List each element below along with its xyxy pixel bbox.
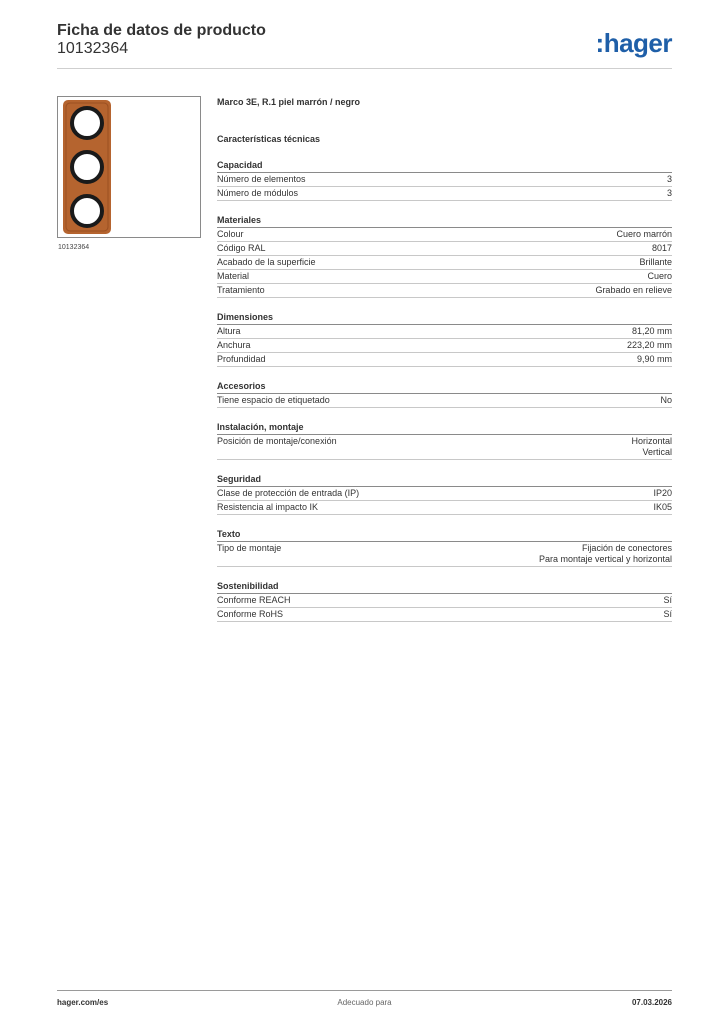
spec-row bbox=[217, 394, 672, 408]
section-title: Sostenibilidad bbox=[217, 580, 672, 594]
spec-value-line: 81,20 mm bbox=[631, 326, 672, 336]
spec-value bbox=[631, 436, 672, 458]
spec-section bbox=[217, 473, 672, 515]
page-header bbox=[57, 22, 672, 70]
footer-note: Adecuado para bbox=[337, 998, 392, 1007]
spec-value-line: 3 bbox=[666, 174, 672, 184]
spec-value bbox=[653, 502, 672, 513]
section-title: Texto bbox=[217, 528, 672, 542]
spec-label: Acabado de la superficie bbox=[217, 257, 316, 267]
frame-opening-3 bbox=[72, 196, 102, 226]
spec-section bbox=[217, 311, 672, 367]
spec-value-line: Vertical bbox=[642, 447, 672, 457]
header-divider bbox=[57, 68, 672, 69]
spec-value bbox=[667, 174, 672, 185]
spec-value-line: IP20 bbox=[653, 488, 672, 498]
spec-label: Conforme REACH bbox=[217, 595, 291, 605]
spec-section bbox=[217, 580, 672, 622]
spec-label: Tiene espacio de etiquetado bbox=[217, 395, 330, 405]
spec-value-line: 223,20 mm bbox=[626, 340, 672, 350]
spec-label: Altura bbox=[217, 326, 241, 336]
document-title: Ficha de datos de producto bbox=[57, 22, 266, 39]
spec-section bbox=[217, 421, 672, 460]
spec-section bbox=[217, 528, 672, 567]
section-title: Dimensiones bbox=[217, 311, 672, 325]
spec-row bbox=[217, 173, 672, 187]
spec-value bbox=[667, 188, 672, 199]
spec-value bbox=[632, 326, 672, 337]
section-title: Instalación, montaje bbox=[217, 421, 672, 435]
spec-row bbox=[217, 501, 672, 515]
spec-value-line: Brillante bbox=[639, 257, 672, 267]
section-title: Materiales bbox=[217, 214, 672, 228]
spec-row bbox=[217, 435, 672, 460]
spec-section bbox=[217, 214, 672, 298]
spec-value-line: 8017 bbox=[651, 243, 672, 253]
spec-row bbox=[217, 228, 672, 242]
spec-label: Posición de montaje/conexión bbox=[217, 436, 337, 446]
spec-label: Material bbox=[217, 271, 250, 281]
product-name: Marco 3E, R.1 piel marrón / negro bbox=[217, 97, 361, 107]
footer-divider bbox=[57, 990, 672, 991]
spec-row bbox=[217, 256, 672, 270]
spec-value-line: Fijación de conectores bbox=[581, 543, 672, 553]
spec-value-line: No bbox=[660, 395, 672, 405]
spec-value bbox=[539, 543, 672, 565]
spec-row bbox=[217, 608, 672, 622]
spec-value bbox=[647, 271, 672, 282]
product-details bbox=[217, 96, 672, 635]
spec-row bbox=[217, 353, 672, 367]
image-caption: 10132364 bbox=[58, 244, 90, 251]
spec-value bbox=[639, 257, 672, 268]
spec-row bbox=[217, 594, 672, 608]
spec-value bbox=[637, 354, 672, 365]
spec-row bbox=[217, 542, 672, 567]
spec-value-line: Para montaje vertical y horizontal bbox=[538, 554, 672, 564]
spec-label: Clase de protección de entrada (IP) bbox=[217, 488, 360, 498]
technical-characteristics-title: Características técnicas bbox=[217, 134, 321, 144]
spec-label: Código RAL bbox=[217, 243, 266, 253]
spec-value-line: 3 bbox=[666, 188, 672, 198]
spec-label: Conforme RoHS bbox=[217, 609, 284, 619]
spec-value-line: Horizontal bbox=[631, 436, 672, 446]
spec-row bbox=[217, 270, 672, 284]
spec-row bbox=[217, 187, 672, 201]
spec-value bbox=[652, 243, 672, 254]
spec-value bbox=[616, 229, 672, 240]
spec-label: Tipo de montaje bbox=[217, 543, 282, 553]
spec-row bbox=[217, 325, 672, 339]
spec-value-line: IK05 bbox=[653, 502, 672, 512]
section-title: Accesorios bbox=[217, 380, 672, 394]
spec-row bbox=[217, 284, 672, 298]
footer-website: hager.com/es bbox=[57, 998, 109, 1007]
spec-value-line: 9,90 mm bbox=[636, 354, 672, 364]
spec-section bbox=[217, 159, 672, 201]
frame-opening-2 bbox=[72, 152, 102, 182]
spec-value-line: Cuero bbox=[647, 271, 672, 281]
spec-value bbox=[663, 595, 672, 606]
spec-value-line: Sí bbox=[663, 609, 672, 619]
spec-label: Tratamiento bbox=[217, 285, 265, 295]
product-reference: 10132364 bbox=[57, 40, 129, 57]
spec-row bbox=[217, 339, 672, 353]
spec-sections bbox=[217, 159, 672, 622]
spec-value-line: Sí bbox=[663, 595, 672, 605]
section-title: Capacidad bbox=[217, 159, 672, 173]
spec-row bbox=[217, 487, 672, 501]
product-image bbox=[57, 96, 201, 238]
spec-section bbox=[217, 380, 672, 408]
spec-row bbox=[217, 242, 672, 256]
spec-label: Profundidad bbox=[217, 354, 266, 364]
frame-opening-1 bbox=[72, 108, 102, 138]
spec-value bbox=[663, 609, 672, 620]
product-frame-picture bbox=[58, 97, 200, 237]
page-footer bbox=[57, 998, 672, 1010]
spec-value bbox=[627, 340, 672, 351]
spec-label: Resistencia al impacto IK bbox=[217, 502, 319, 512]
spec-value bbox=[660, 395, 672, 406]
spec-label: Número de elementos bbox=[217, 174, 306, 184]
spec-label: Colour bbox=[217, 229, 244, 239]
spec-label: Número de módulos bbox=[217, 188, 299, 198]
spec-value bbox=[595, 285, 672, 296]
spec-value-line: Cuero marrón bbox=[616, 229, 672, 239]
spec-label: Anchura bbox=[217, 340, 251, 350]
section-title: Seguridad bbox=[217, 473, 672, 487]
spec-value-line: Grabado en relieve bbox=[595, 285, 672, 295]
footer-date: 07.03.2026 bbox=[631, 998, 672, 1007]
spec-value bbox=[653, 488, 672, 499]
hager-logo: :hager bbox=[595, 28, 672, 58]
